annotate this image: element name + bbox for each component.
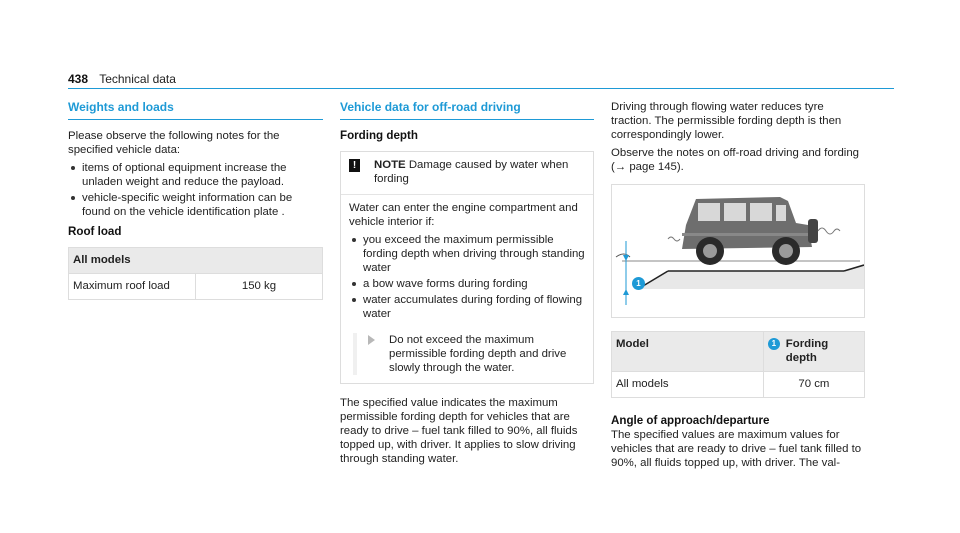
specified-value-text: The specified value indicates the maximum permissible fording depth for vehicles that are ready to drive – fuel tank filled to 90%, all fluids topped up, with driver. It applies to slow driving through standing water. [340,397,578,465]
callout-1: 1 [632,277,645,290]
note-box [340,151,594,384]
table-row [69,274,323,300]
table-header-row [69,248,323,274]
weights-intro: Please observe the following notes for the specified vehicle data: [68,130,280,156]
list-item: vehicle-specific weight information can be found on the vehicle identification plate . [68,191,323,219]
note-label: NOTE [374,159,406,171]
offroad-column [340,100,594,470]
page-number: 438 [68,72,89,86]
fording-depth-label: Fording depth [785,338,829,364]
arrow-right-icon [368,335,375,345]
roof-load-heading: Roof load [68,225,122,238]
table-cell: Maximum roof load [69,274,196,300]
vehicle-fording-image [612,185,865,317]
note-header [341,152,593,195]
table-cell: All models [612,372,764,398]
weights-bullet-list [68,161,323,219]
note-title-text: Damage caused by water when fording [374,159,569,185]
callout-1: 1 [768,338,780,350]
observe-notes-text: Observe the notes on off-road driving and fording (→ page 145). [611,147,860,173]
angle-text: The specified values are maximum values for vehicles that are ready to drive – fuel tank filled to 90%, all fluids topped up, with driver. The val- [611,429,862,469]
flowing-water-text: Driving through flowing water reduces tyre traction. The permissible fording depth is then correspondingly lower. [611,101,842,141]
note-action-text: Do not exceed the maximum permissible fording depth and drive slowly through the water. [389,334,567,374]
list-item: items of optional equipment increase the unladen weight and reduce the payload. [68,161,323,189]
table-cell: 70 cm [763,372,864,398]
weights-column [68,100,323,300]
list-item: water accumulates during fording of flowing water [349,293,585,321]
roof-load-table [68,247,323,300]
page-header [68,72,894,89]
weights-heading: Weights and loads [68,100,323,120]
table-cell: 150 kg [196,274,323,300]
note-bullet-list [349,233,585,321]
fording-depth-table [611,331,865,398]
table-header-row [612,332,865,372]
table-header-model: Model [612,332,764,372]
table-header-cell: All models [69,248,323,274]
table-header-fording [763,332,864,372]
section-title: Technical data [99,72,176,86]
fording-column [611,100,865,474]
fording-depth-illustration [611,184,865,318]
fording-heading: Fording depth [340,129,418,142]
note-title [374,158,585,186]
angle-heading: Angle of approach/departure [611,414,770,427]
offroad-heading: Vehicle data for off-road driving [340,100,594,120]
list-item: a bow wave forms during fording [349,277,585,291]
table-row [612,372,865,398]
note-body [341,195,593,383]
warning-icon: ! [349,159,360,172]
note-intro: Water can enter the engine compartment and vehicle interior if: [349,202,578,228]
note-action [353,333,585,375]
list-item: you exceed the maximum permissible fording depth when driving through standing water [349,233,585,275]
